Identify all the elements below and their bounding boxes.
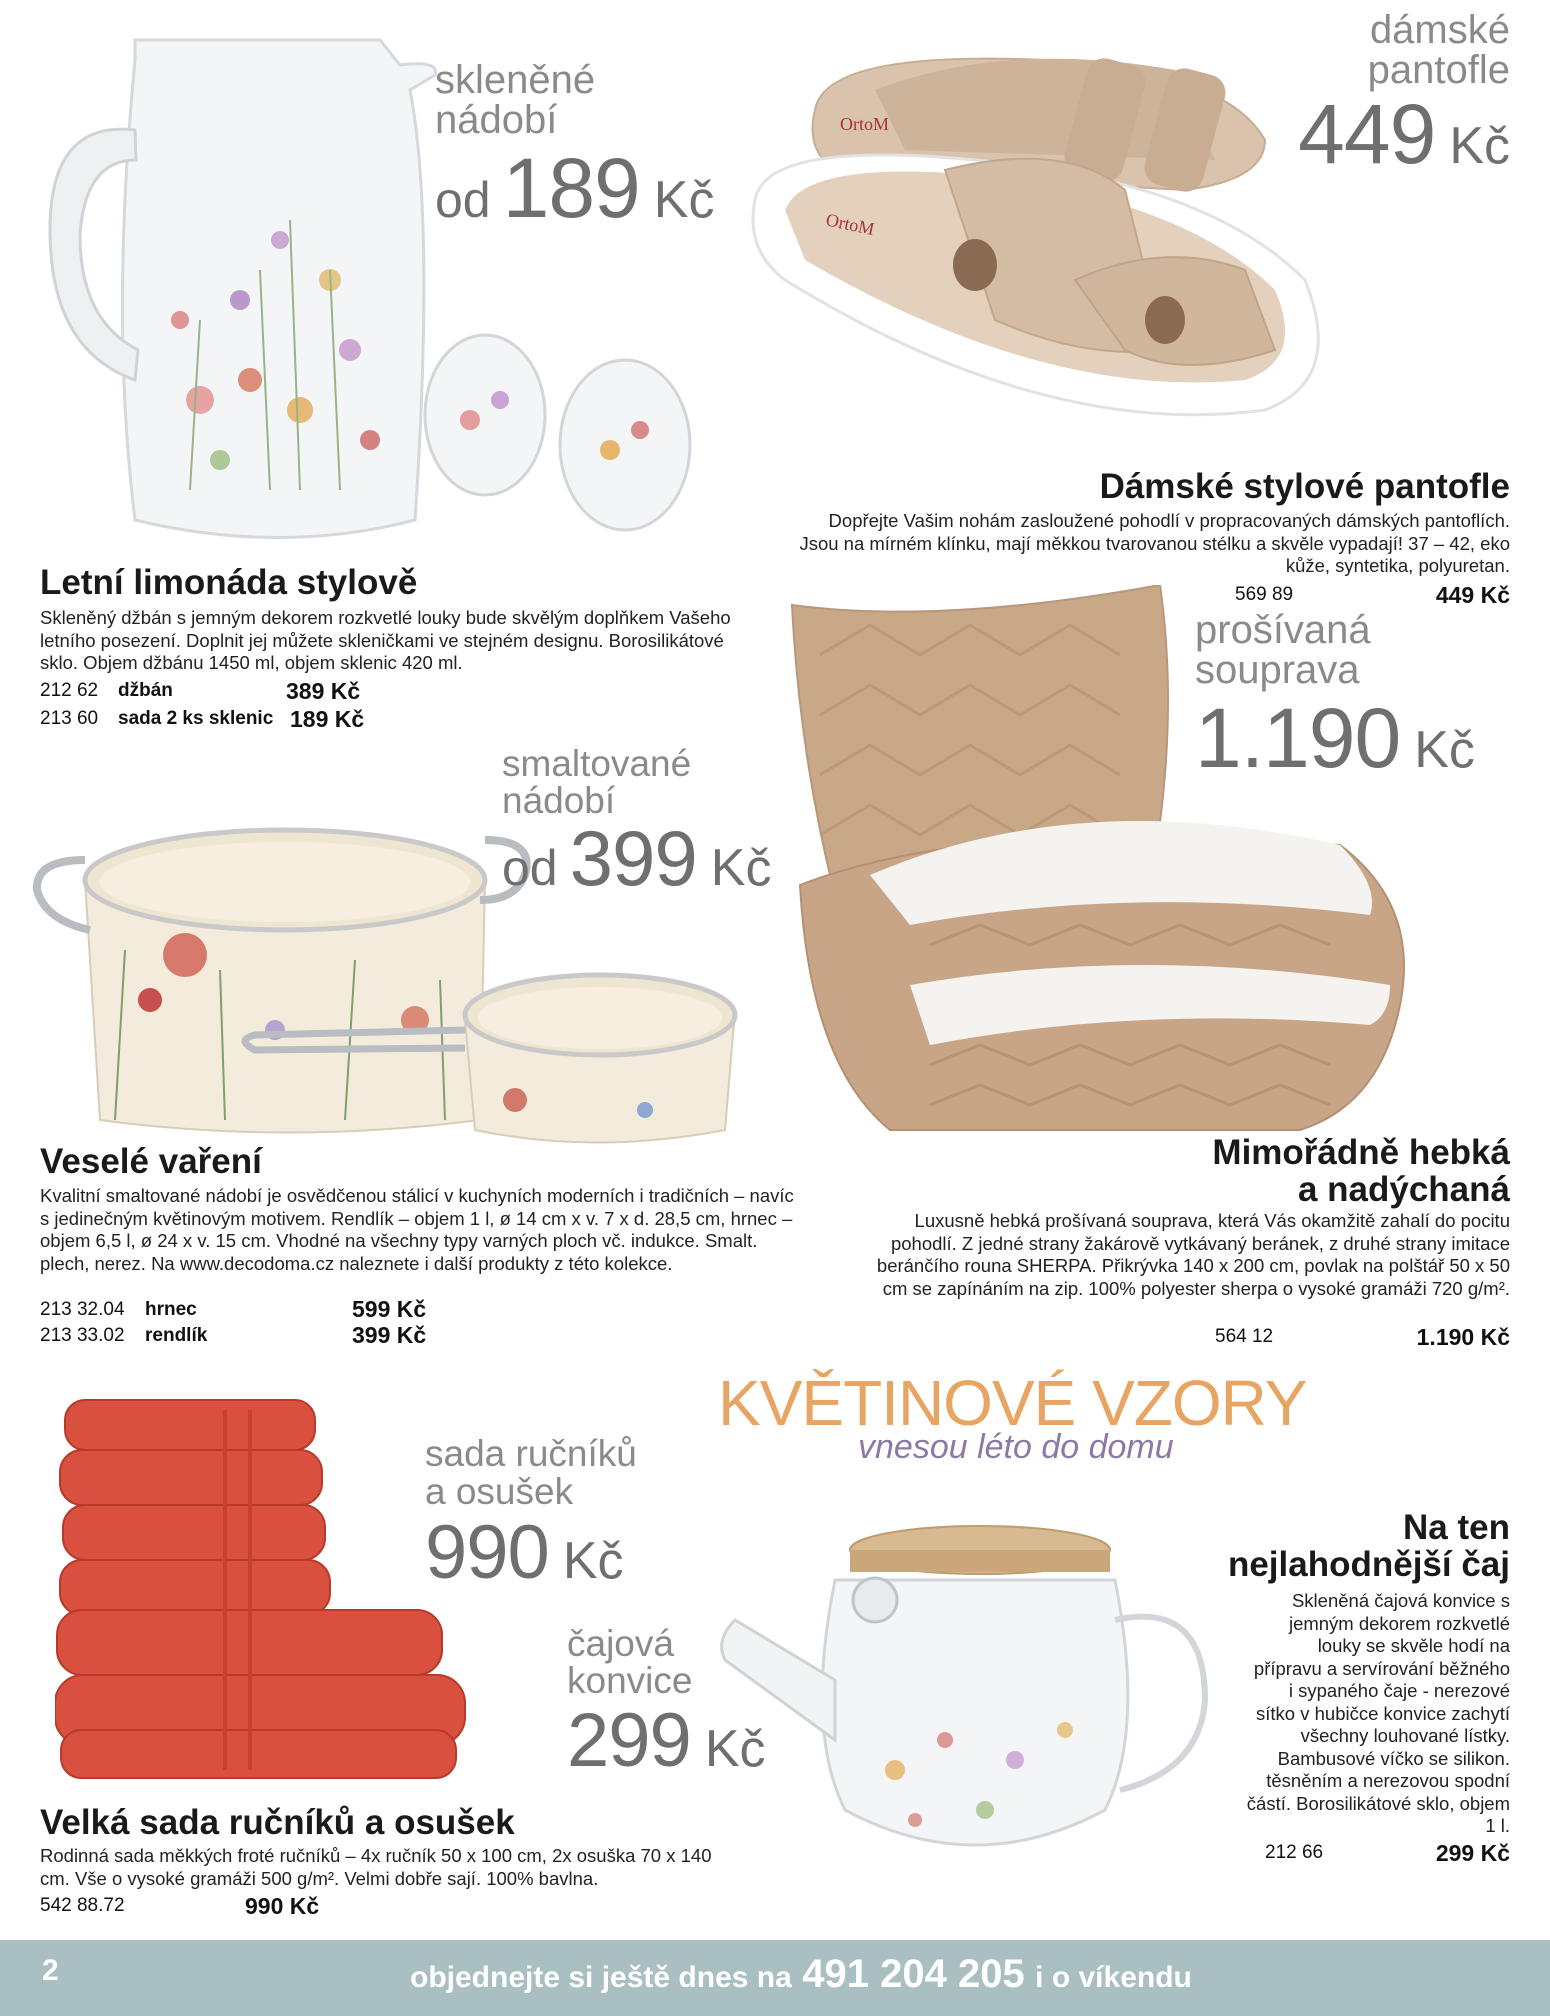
product-code: 212 66 (1265, 1842, 1324, 1863)
cookware-tag-line1: smaltované (502, 743, 692, 784)
lemonade-tag-line1: skleněné (435, 58, 596, 102)
blanket-tag-line1: prošívaná (1195, 608, 1371, 652)
product-code: 542 88.72 (40, 1895, 125, 1916)
slippers-tag-price: 449 (1298, 87, 1436, 181)
towels-image (55, 1390, 475, 1790)
slippers-tag-currency: Kč (1449, 117, 1510, 175)
product-name: hrnec (145, 1299, 197, 1320)
teapot-tag-line2: konvice (567, 1660, 693, 1701)
product-name: rendlík (145, 1325, 208, 1346)
lemonade-price-list (40, 680, 400, 736)
product-price: 189 Kč (290, 706, 365, 732)
cookware-tag-od: od (502, 840, 558, 896)
footer-bar (0, 1940, 1550, 2016)
svg-text:OrtoM: OrtoM (824, 209, 877, 240)
product-name: sada 2 ks sklenic (118, 708, 274, 729)
teapot-tag-price: 299 (567, 1698, 691, 1783)
product-code: 213 33.02 (40, 1325, 125, 1346)
brand-logo: OrtoM (840, 114, 889, 134)
blanket-price-tag (1195, 608, 1475, 785)
lemonade-description: Skleněný džbán s jemným dekorem rozkvetlé louky bude skvělým doplňkem Vašeho letního posezení. Doplnit jej můžete skleničkami ve stejném designu. Borosilikátové sklo. Objem džbánu 1450 ml, objem sklenic 420 ml. (40, 607, 731, 673)
product-code: 569 89 (1235, 584, 1294, 605)
product-price: 299 Kč (1435, 1840, 1510, 1866)
teapot-title-line1: Na ten (1403, 1508, 1510, 1547)
product-price: 1.190 Kč (1416, 1324, 1510, 1350)
product-name: džbán (118, 680, 173, 701)
product-price: 399 Kč (352, 1322, 427, 1348)
blanket-tag-line2: souprava (1195, 648, 1360, 692)
towels-price-row (40, 1893, 340, 1921)
teapot-description: Skleněná čajová konvice s jemným dekorem rozkvetlé louky se skvěle hodí na přípravu a servírování běžného i sypaného čaje - nerezové sítko v hubičce konvice zachytí všechny louhované lístky. Bambusové víčko se silikon. těsněním a nerezovou spodní částí. Borosilikátové sklo, objem 1 l. (1246, 1590, 1510, 1836)
footer-lead: objednejte si ještě dnes na (410, 1961, 792, 1994)
lemonade-price-tag (435, 58, 715, 235)
towels-title: Velká sada ručníků a osušek (40, 1803, 515, 1842)
lemonade-tag-line2: nádobí (435, 98, 558, 142)
slippers-image (745, 20, 1345, 460)
lemonade-tag-od: od (435, 172, 491, 228)
slippers-price-tag (1298, 8, 1510, 181)
page-number: 2 (42, 1954, 59, 1987)
footer-tail: i o víkendu (1035, 1961, 1192, 1994)
blanket-description: Luxusně hebká prošívaná souprava, která Vás okamžitě zahalí do pocitu pohodlí. Z jedné strany žakárově vytkávaný beránek, z druhé strany imitace beránčího rouna SHERPA. Přikrývka 140 x 200 cm, povlak na polštář 50 x 50 cm se zapínáním na zip. 100% polyester sherpa o vysoké gramáži 720 g/m². (876, 1210, 1510, 1299)
lemonade-tag-price: 189 (502, 141, 640, 235)
towels-tag-line2: a osušek (425, 1471, 574, 1512)
teapot-price-tag (567, 1623, 766, 1783)
product-price: 990 Kč (245, 1893, 320, 1919)
product-price: 599 Kč (352, 1296, 427, 1322)
price-row (40, 1322, 460, 1351)
slippers-tag-line2: pantofle (1367, 48, 1510, 92)
product-code: 213 32.04 (40, 1299, 125, 1320)
cookware-title: Veselé vaření (40, 1142, 262, 1181)
flowers-subheading: vnesou léto do domu (858, 1428, 1174, 1466)
teapot-title-line2: nejlahodnější čaj (1227, 1545, 1510, 1584)
teapot-tag-line1: čajová (567, 1623, 674, 1664)
teapot-tag-currency: Kč (704, 1720, 766, 1778)
blanket-title-line2: a nadýchaná (1297, 1170, 1510, 1209)
teapot-price-row (1265, 1840, 1510, 1868)
slippers-description: Dopřejte Vašim nohám zasloužené pohodlí v propracovaných dámských pantoflích. Jsou na mírném klínku, mají měkkou tvarovanou stélku a skvěle vypadají! 37 – 42, eko kůže, syntetika, polyuretan. (799, 510, 1510, 576)
blanket-price-row (1215, 1324, 1510, 1352)
product-code: 213 60 (40, 708, 99, 729)
blanket-tag-currency: Kč (1414, 721, 1475, 779)
cookware-tag-currency: Kč (710, 839, 772, 897)
slippers-tag-line1: dámské (1369, 8, 1510, 52)
lemonade-title: Letní limonáda stylově (40, 563, 418, 602)
cookware-tag-price: 399 (569, 814, 697, 902)
product-code: 564 12 (1215, 1326, 1274, 1347)
slippers-title: Dámské stylové pantofle (1099, 467, 1510, 506)
lemonade-tag-currency: Kč (653, 171, 715, 229)
price-row (40, 708, 400, 736)
footer-phone[interactable]: 491 204 205 (802, 1952, 1025, 1996)
product-price: 449 Kč (1435, 582, 1510, 608)
blanket-tag-price: 1.190 (1195, 691, 1401, 785)
product-price: 389 Kč (286, 678, 361, 704)
teapot-image (715, 1510, 1220, 1885)
footer-call-to-action (410, 1952, 1192, 1997)
towels-tag-line1: sada ručníků (425, 1433, 637, 1474)
cookware-price-list (40, 1296, 460, 1351)
cookware-tag-line2: nádobí (502, 780, 616, 821)
towels-tag-currency: Kč (562, 1532, 624, 1590)
product-code: 212 62 (40, 680, 99, 701)
towels-price-tag (425, 1433, 637, 1595)
cookware-description: Kvalitní smaltované nádobí je osvědčenou stálicí v kuchyních moderních i tradičních – navíc s jedinečným květinovým motivem. Rendlík – objem 1 l, ø 14 cm x v. 7 x d. 28,5 cm, hrnec – objem 6,5 l, ø 24 x v. 15 cm. Vhodné na všechny typy varných ploch vč. indukce. Smalt. plech, nerez. Na www.decodoma.cz naleznete i další produkty z této kolekce. (40, 1185, 794, 1274)
flowers-heading: KVĚTINOVÉ VZORY (718, 1367, 1307, 1439)
price-row (40, 680, 400, 708)
blanket-title-line1: Mimořádně hebká (1212, 1133, 1510, 1172)
towels-description: Rodinná sada měkkých froté ručníků – 4x ručník 50 x 100 cm, 2x osuška 70 x 140 cm. Vše o vysoké gramáži 500 g/m². Velmi dobře sají. 100% bavlna. (40, 1845, 712, 1889)
cookware-price-tag (502, 743, 772, 902)
towels-tag-price: 990 (425, 1510, 549, 1595)
